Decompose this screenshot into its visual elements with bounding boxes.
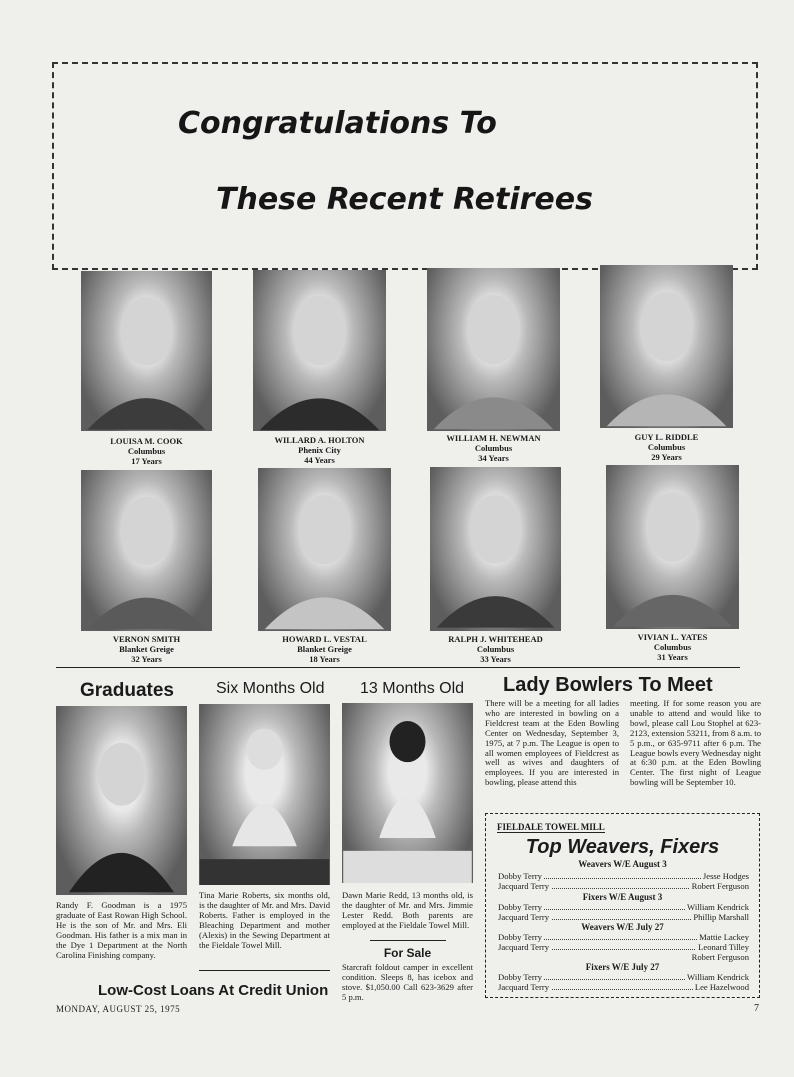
- baby-photo-six-months: [199, 704, 330, 885]
- list-item: [498, 972, 749, 982]
- thirteen-months-heading: 13 Months Old: [360, 680, 465, 697]
- list-item: [498, 952, 749, 962]
- for-sale-text: Starcraft foldout camper in excellent condition. Sleeps 8, has icebox and stove. $1,050.00 Call 623-3629 after 5 p.m.: [342, 962, 473, 1002]
- mill-label: FIELDALE TOWEL MILL: [497, 822, 605, 832]
- retiree-caption-5: [81, 634, 212, 664]
- retiree-caption-4: [600, 432, 733, 462]
- retiree-name: RALPH J. WHITEHEAD: [448, 634, 543, 644]
- retiree-location: Columbus: [474, 443, 513, 453]
- row-name: William Kendrick: [687, 972, 749, 982]
- retiree-caption-8: [606, 632, 739, 662]
- banner-title-line-1: Congratulations To: [178, 106, 497, 141]
- banner-title-line-2: These Recent Retirees: [216, 182, 593, 217]
- retiree-location: Blanket Greige: [119, 644, 174, 654]
- section-title-weavers-aug3: Weavers W/E August 3: [578, 859, 667, 869]
- graduate-caption: Randy F. Goodman is a 1975 graduate of East Rowan High School. He is the son of Mr. and Mrs. Eli Goodman. His father is a mix man in the Dye 1 Department at the North Carolina Finishing company.: [56, 900, 187, 960]
- list-item: [498, 982, 749, 992]
- retiree-photo-7: [430, 467, 561, 631]
- retiree-photo-2: [253, 270, 386, 431]
- column-rule: [199, 970, 330, 971]
- row-label: Dobby Terry: [498, 871, 542, 881]
- retiree-years: 29 Years: [651, 452, 682, 462]
- row-name: Leonard Tilley: [698, 942, 749, 952]
- retiree-location: Columbus: [127, 446, 166, 456]
- row-name: Mattie Lackey: [699, 932, 749, 942]
- six-months-heading: Six Months Old: [216, 680, 325, 697]
- row-label: Jacquard Terry: [498, 912, 550, 922]
- top-weavers-box: [485, 813, 760, 998]
- page-number: 7: [754, 1003, 759, 1014]
- lady-bowlers-column-1: There will be a meeting for all ladies who are interested in bowling on a Fieldcrest team at the Eden Bowling Center on Wednesday, September 3, 1975, at 7 p.m. The League is open to all women employees of Fieldcrest as well as wives and daughters of employees. If you are interested in bowling, please attend this: [485, 698, 619, 788]
- row-name: Lee Hazelwood: [694, 982, 749, 992]
- retiree-location: Columbus: [647, 442, 686, 452]
- section-title-weavers-jul27: Weavers W/E July 27: [581, 922, 664, 932]
- list-item: [498, 912, 749, 922]
- retiree-caption-6: [258, 634, 391, 664]
- for-sale-heading: For Sale: [383, 946, 432, 960]
- retiree-years: 31 Years: [657, 652, 688, 662]
- retiree-photo-4: [600, 265, 733, 428]
- retiree-caption-7: [430, 634, 561, 664]
- retiree-photo-5: [81, 470, 212, 631]
- retiree-photo-8: [606, 465, 739, 629]
- thirteen-months-caption: Dawn Marie Redd, 13 months old, is the daughter of Mr. and Mrs. Jimmie Lester Redd. Both parents are employed at the Fieldale Towel Mill.: [342, 890, 473, 930]
- retiree-name: VIVIAN L. YATES: [637, 632, 708, 642]
- retiree-location: Columbus: [476, 644, 515, 654]
- list-item: [498, 942, 749, 952]
- for-sale-rule: [370, 940, 446, 941]
- retiree-years: 44 Years: [304, 455, 335, 465]
- section-title-fixers-jul27: Fixers W/E July 27: [585, 962, 660, 972]
- credit-union-heading: Low-Cost Loans At Credit Union: [98, 982, 329, 999]
- row-name: Robert Ferguson: [691, 881, 749, 891]
- lady-bowlers-column-2: meeting. If for some reason you are unable to attend and would like to bowl, please call Lou Stophel at 623-2123, extension 53211, from 8 a.m. to 5 p.m., or 635-9711 after 6 p.m. The League bowls every Wednesday night at 6:30 p.m. at the Eden Bowling Center. The first night of League bowling will be September 10.: [630, 698, 761, 788]
- row-label: Jacquard Terry: [498, 881, 550, 891]
- retiree-years: 33 Years: [480, 654, 511, 664]
- graduates-heading: Graduates: [80, 680, 174, 701]
- list-item: [498, 932, 749, 942]
- row-name: Phillip Marshall: [693, 912, 749, 922]
- section-title-fixers-aug3: Fixers W/E August 3: [582, 892, 663, 902]
- list-item: [498, 871, 749, 881]
- six-months-caption: Tina Marie Roberts, six months old, is the daughter of Mr. and Mrs. David Roberts. Father is employed in the Bleaching Department and mother (Alexis) in the Sewing Department at the Fieldale Towel Mill.: [199, 890, 330, 950]
- row-name: William Kendrick: [687, 902, 749, 912]
- footer-date: MONDAY, AUGUST 25, 1975: [56, 1004, 181, 1014]
- list-item: [498, 902, 749, 912]
- lady-bowlers-heading: Lady Bowlers To Meet: [503, 674, 713, 696]
- retiree-years: 34 Years: [478, 453, 509, 463]
- retiree-name: WILLARD A. HOLTON: [274, 435, 365, 445]
- retiree-caption-1: [81, 436, 212, 466]
- retiree-name: WILLIAM H. NEWMAN: [446, 433, 541, 443]
- retiree-name: GUY L. RIDDLE: [634, 432, 699, 442]
- retiree-photo-1: [81, 271, 212, 431]
- list-item: [498, 881, 749, 891]
- retiree-years: 32 Years: [131, 654, 162, 664]
- retiree-photo-6: [258, 468, 391, 631]
- retiree-location: Blanket Greige: [297, 644, 352, 654]
- retiree-years: 17 Years: [131, 456, 162, 466]
- retiree-location: Columbus: [653, 642, 692, 652]
- section-divider: [56, 667, 740, 668]
- retiree-name: LOUISA M. COOK: [110, 436, 183, 446]
- row-name: Robert Ferguson: [691, 952, 749, 962]
- retiree-caption-2: [253, 435, 386, 465]
- row-label: Jacquard Terry: [498, 942, 550, 952]
- retiree-caption-3: [427, 433, 560, 463]
- retiree-name: HOWARD L. VESTAL: [282, 634, 367, 644]
- retiree-years: 18 Years: [309, 654, 340, 664]
- baby-photo-thirteen-months: [342, 703, 473, 883]
- row-name: Jesse Hodges: [702, 871, 749, 881]
- retiree-photo-3: [427, 268, 560, 431]
- row-label: Dobby Terry: [498, 972, 542, 982]
- top-weavers-heading: Top Weavers, Fixers: [525, 836, 720, 858]
- headline-banner: [52, 62, 758, 270]
- retiree-name: VERNON SMITH: [112, 634, 181, 644]
- retiree-location: Phenix City: [298, 445, 341, 455]
- graduate-photo: [56, 706, 187, 895]
- row-label: Dobby Terry: [498, 902, 542, 912]
- row-label: Jacquard Terry: [498, 982, 550, 992]
- row-label: Dobby Terry: [498, 932, 542, 942]
